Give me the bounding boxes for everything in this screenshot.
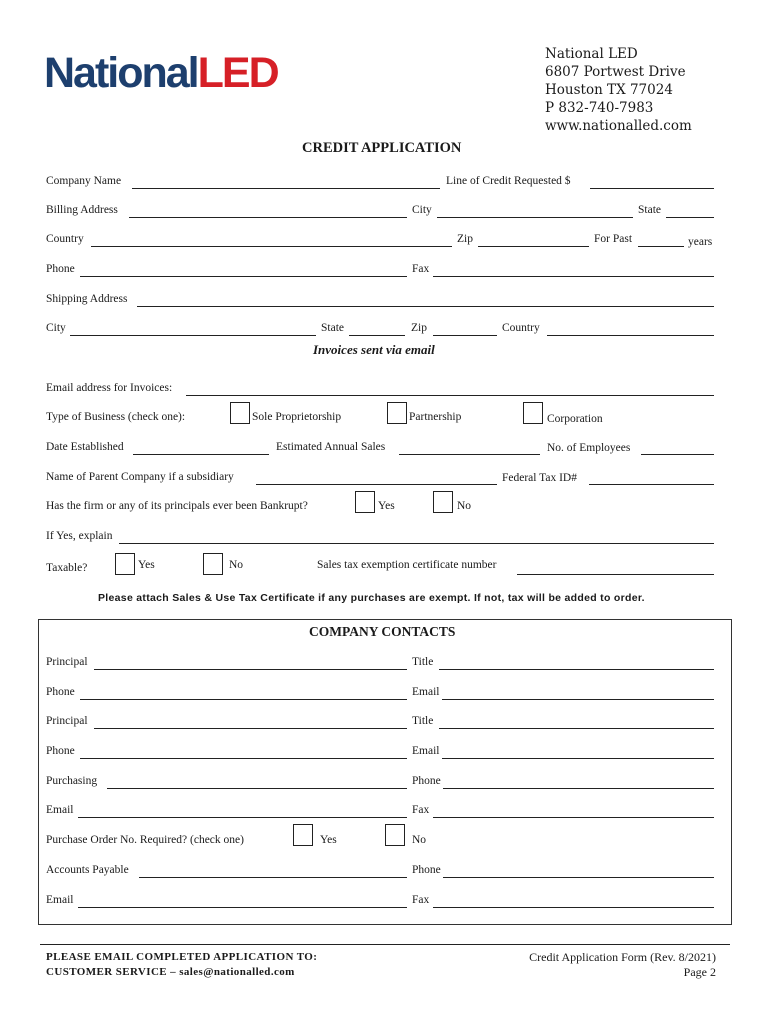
company-name-field[interactable] [132,188,440,189]
federal-tax-field[interactable] [589,484,714,485]
footer-instructions [46,950,317,980]
purchasing-email-field[interactable] [78,817,407,818]
accounts-payable-label: Accounts Payable [46,864,129,876]
taxable-label: Taxable? [46,562,88,574]
tax-certificate-notice: Please attach Sales & Use Tax Certificate if any purchases are exempt. If not, tax will be added to order. [98,592,645,604]
principal-1-phone-field[interactable] [80,699,407,700]
principal-1-title-label: Title [412,656,434,668]
principal-2-field[interactable] [94,728,407,729]
est-annual-sales-label: Estimated Annual Sales [276,441,386,453]
footer-divider [40,944,730,945]
company-address [545,45,692,135]
phone-field[interactable] [80,276,407,277]
company-logo [44,49,278,97]
logo-text-national: National [44,49,198,97]
principal-2-label: Principal [46,715,88,727]
shipping-city-label: City [46,322,66,334]
principal-1-field[interactable] [94,669,407,670]
address-line: Houston TX 77024 [545,82,673,98]
purchasing-phone-field[interactable] [443,788,714,789]
country-field[interactable] [91,246,452,247]
bankrupt-question: Has the firm or any of its principals ever been Bankrupt? [46,500,308,512]
shipping-country-label: Country [502,322,540,334]
purchasing-fax-label: Fax [412,804,430,816]
purchasing-field[interactable] [107,788,407,789]
principal-2-phone-field[interactable] [80,758,407,759]
taxable-no-checkbox[interactable] [203,553,223,575]
years-label: years [688,236,713,248]
zip-field[interactable] [478,246,589,247]
principal-1-title-field[interactable] [439,669,714,670]
shipping-address-label: Shipping Address [46,293,128,305]
billing-city-field[interactable] [437,217,633,218]
purchasing-email-label: Email [46,804,74,816]
address-line: www.nationalled.com [545,118,692,134]
logo-text-led: LED [197,49,278,97]
purchasing-label: Purchasing [46,775,98,787]
accounts-payable-email-label: Email [46,894,74,906]
principal-1-email-label: Email [412,686,440,698]
for-past-label: For Past [594,233,633,245]
shipping-state-field[interactable] [349,335,405,336]
principal-2-email-field[interactable] [442,758,714,759]
principal-2-title-field[interactable] [439,728,714,729]
fax-field[interactable] [433,276,714,277]
billing-city-label: City [412,204,432,216]
shipping-state-label: State [321,322,344,334]
country-label: Country [46,233,84,245]
principal-1-label: Principal [46,656,88,668]
address-line: P 832-740-7983 [545,100,654,116]
footer-line-2: CUSTOMER SERVICE – sales@nationalled.com [46,966,295,978]
phone-label: Phone [46,263,75,275]
form-title: CREDIT APPLICATION [302,140,462,156]
purchasing-fax-field[interactable] [433,817,714,818]
address-line: National LED [545,46,638,62]
no-employees-label: No. of Employees [547,442,631,454]
bankrupt-no-label: No [457,500,472,512]
shipping-country-field[interactable] [547,335,714,336]
parent-company-label: Name of Parent Company if a subsidiary [46,471,234,483]
est-annual-sales-field[interactable] [399,454,540,455]
accounts-payable-phone-field[interactable] [443,877,714,878]
accounts-payable-fax-field[interactable] [433,907,714,908]
accounts-payable-fax-label: Fax [412,894,430,906]
shipping-zip-label: Zip [411,322,427,334]
address-line: 6807 Portwest Drive [545,64,686,80]
taxable-no-label: No [229,559,244,571]
corporation-checkbox[interactable] [523,402,543,424]
company-contacts-title: COMPANY CONTACTS [309,624,456,639]
sole-proprietorship-checkbox[interactable] [230,402,250,424]
date-established-label: Date Established [46,441,124,453]
parent-company-field[interactable] [256,484,497,485]
bankrupt-yes-label: Yes [378,500,395,512]
for-past-years-field[interactable] [638,246,684,247]
principal-2-email-label: Email [412,745,440,757]
taxable-yes-checkbox[interactable] [115,553,135,575]
corporation-label: Corporation [547,413,603,425]
partnership-label: Partnership [409,411,462,423]
accounts-payable-phone-label: Phone [412,864,441,876]
principal-2-phone-label: Phone [46,745,75,757]
billing-state-field[interactable] [666,217,714,218]
exemption-label: Sales tax exemption certificate number [317,559,497,571]
fax-label: Fax [412,263,430,275]
billing-address-label: Billing Address [46,204,118,216]
principal-1-phone-label: Phone [46,686,75,698]
type-of-business-label: Type of Business (check one): [46,411,186,423]
po-required-yes-checkbox[interactable] [293,824,313,846]
invoices-note: Invoices sent via email [313,342,435,357]
form-revision: Credit Application Form (Rev. 8/2021) [529,950,716,964]
if-yes-explain-label: If Yes, explain [46,530,113,542]
po-required-question: Purchase Order No. Required? (check one) [46,834,244,846]
purchasing-phone-label: Phone [412,775,441,787]
taxable-yes-label: Yes [138,559,155,571]
line-of-credit-field[interactable] [590,188,714,189]
po-required-no-checkbox[interactable] [385,824,405,846]
if-yes-explain-field[interactable] [119,543,714,544]
date-established-field[interactable] [133,454,269,455]
principal-2-title-label: Title [412,715,434,727]
no-employees-field[interactable] [641,454,714,455]
bankrupt-no-checkbox[interactable] [433,491,453,513]
line-of-credit-label: Line of Credit Requested $ [446,175,571,187]
company-name-label: Company Name [46,175,122,187]
shipping-address-field[interactable] [137,306,714,307]
bankrupt-yes-checkbox[interactable] [355,491,375,513]
po-required-yes-label: Yes [320,834,337,846]
zip-label: Zip [457,233,473,245]
sole-proprietorship-label: Sole Proprietorship [252,411,342,423]
shipping-zip-field[interactable] [433,335,497,336]
footer-form-info [529,950,716,980]
po-required-no-label: No [412,834,427,846]
page-number: Page 2 [683,965,716,979]
shipping-city-field[interactable] [70,335,316,336]
billing-state-label: State [638,204,661,216]
principal-1-email-field[interactable] [442,699,714,700]
footer-line-1: PLEASE EMAIL COMPLETED APPLICATION TO: [46,951,318,963]
federal-tax-label: Federal Tax ID# [502,472,577,484]
billing-address-field[interactable] [129,217,407,218]
accounts-payable-email-field[interactable] [78,907,407,908]
accounts-payable-field[interactable] [139,877,407,878]
company-contacts-section [38,619,732,925]
email-invoices-label: Email address for Invoices: [46,382,173,394]
email-invoices-field[interactable] [186,395,714,396]
partnership-checkbox[interactable] [387,402,407,424]
exemption-field[interactable] [517,574,714,575]
